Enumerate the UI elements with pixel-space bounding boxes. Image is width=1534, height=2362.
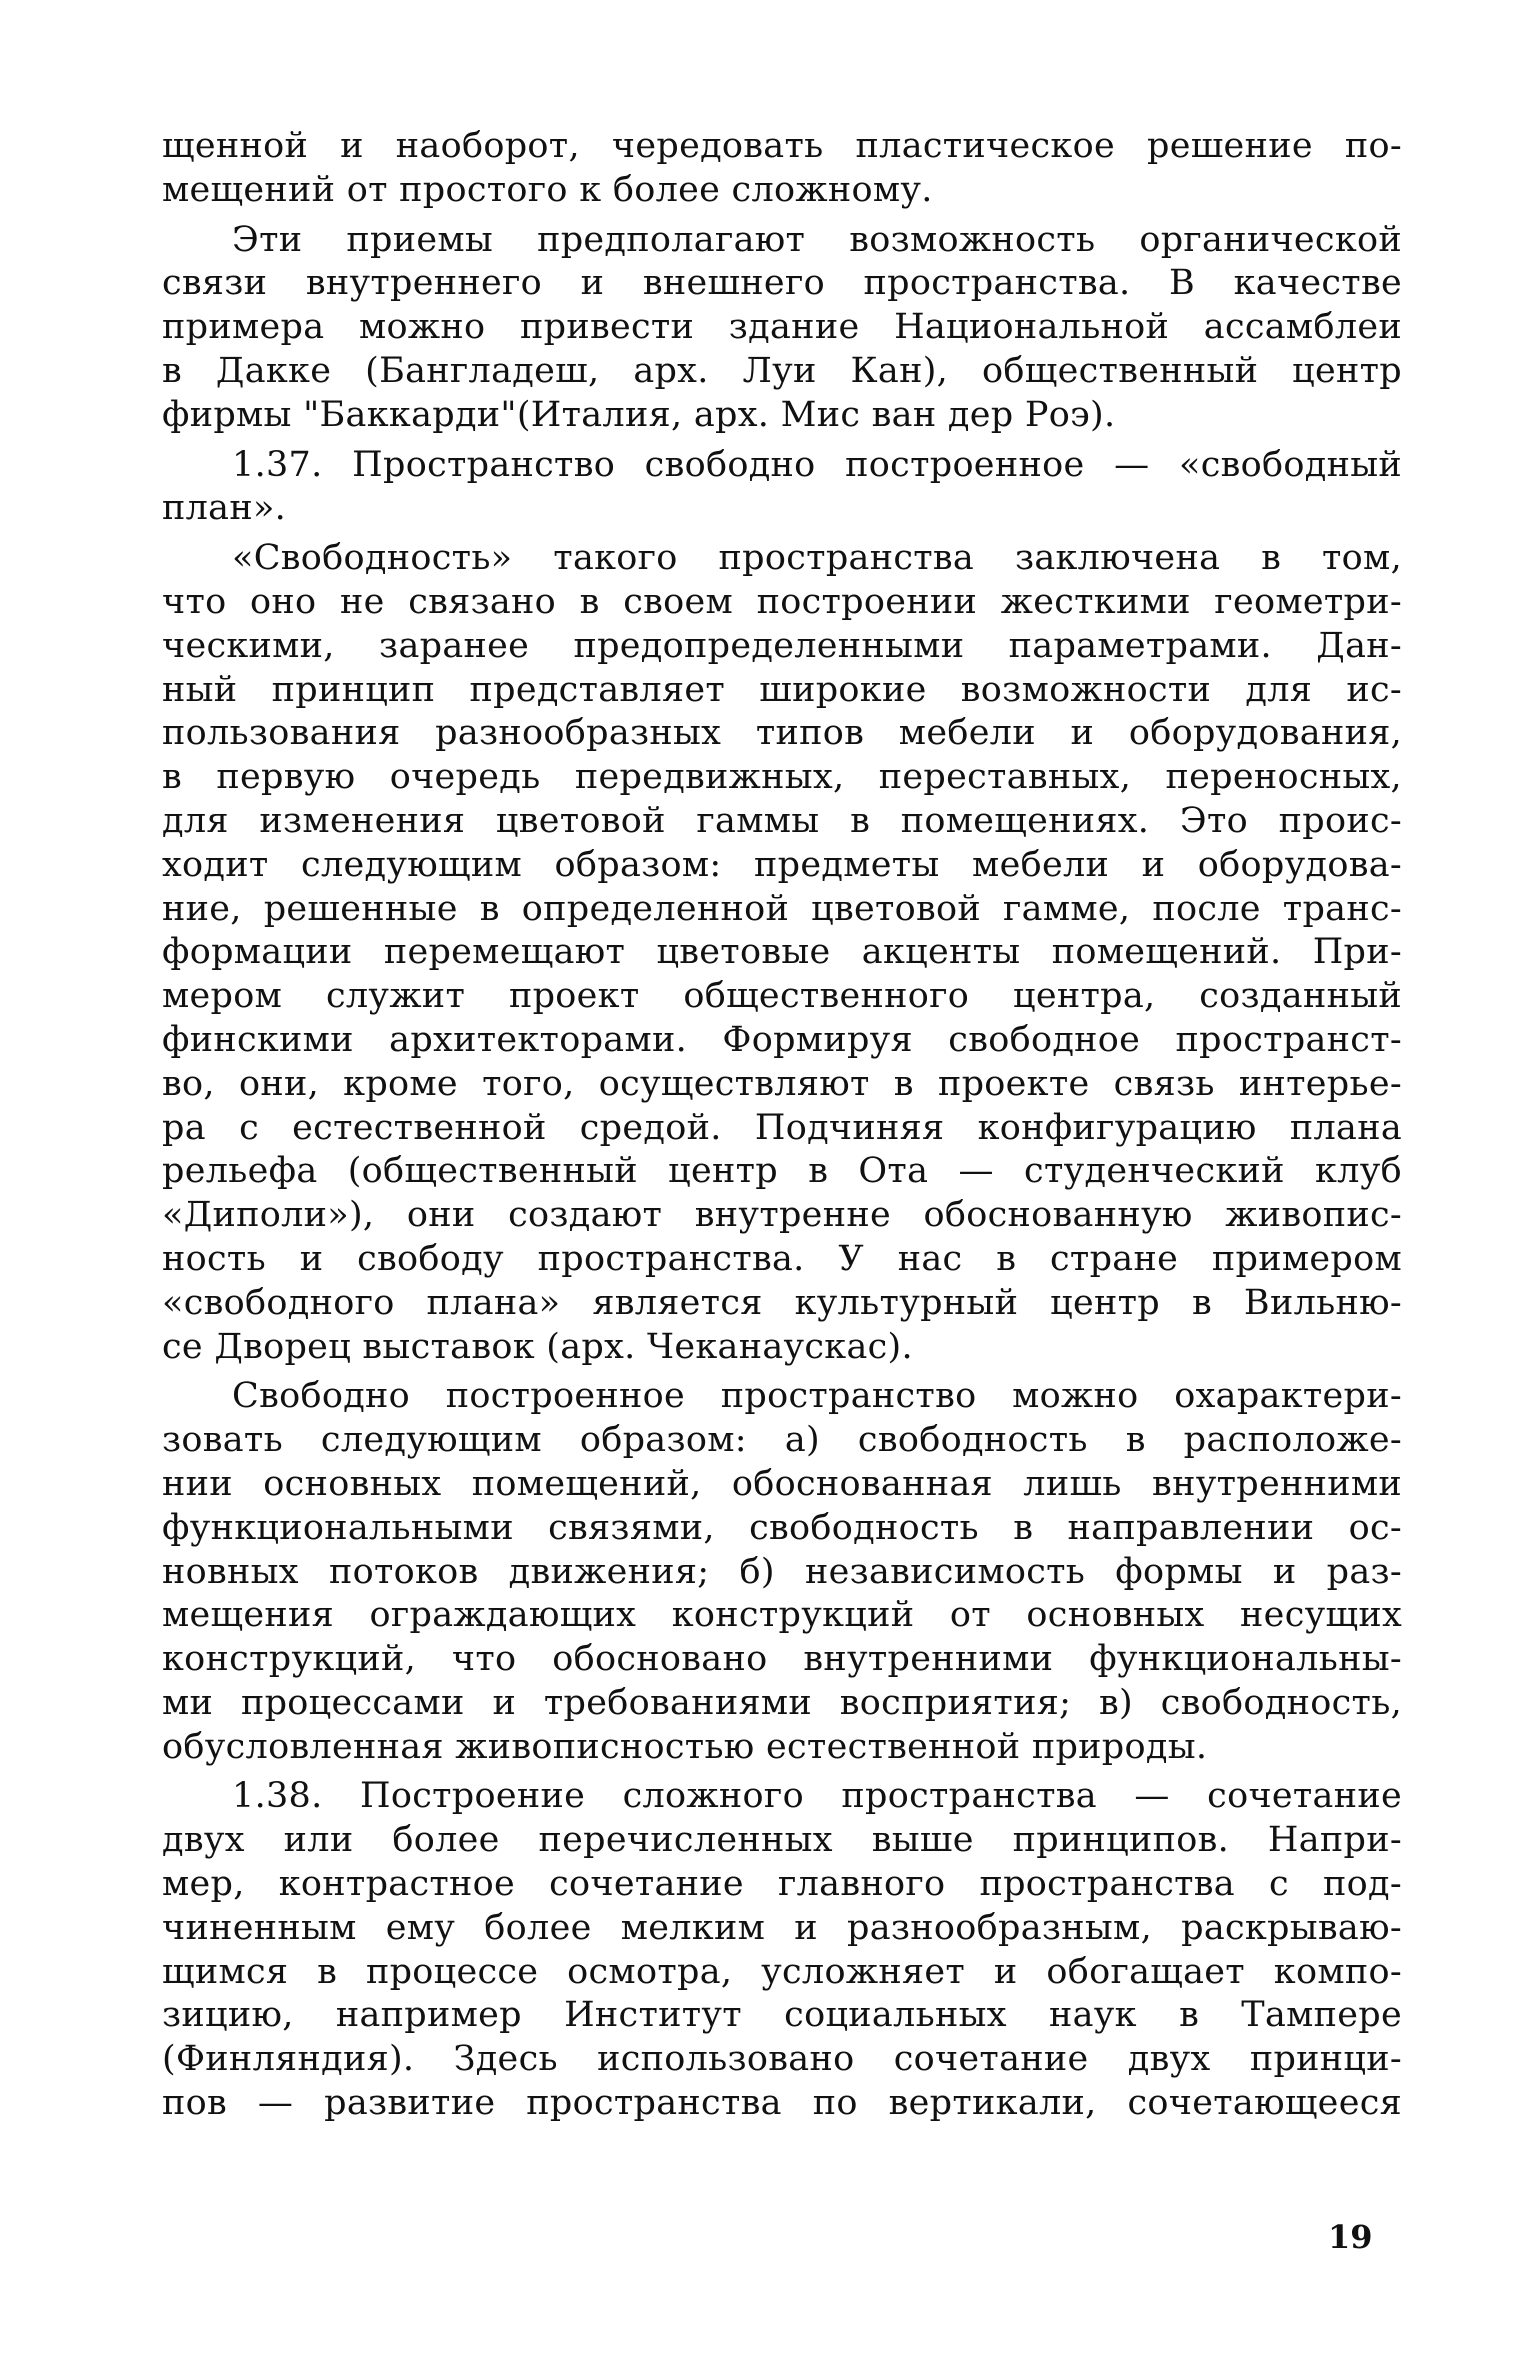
text-line: щенной и наоборот, чередовать пластическое решение по- — [162, 126, 1402, 166]
paragraph — [162, 1775, 1402, 2125]
text-line: мером служит проект общественного центра, созданный — [162, 976, 1402, 1017]
text-line: во, они, кроме того, осуществляют в проекте связь интерье- — [162, 1063, 1402, 1104]
text-line: зовать следующим образом: а) свободность в расположе- — [162, 1420, 1402, 1461]
paragraph — [162, 444, 1402, 532]
text-line: ный принцип представляет широкие возможности для ис- — [162, 669, 1402, 710]
text-line: что оно не связано в своем построении жесткими геометри- — [162, 581, 1402, 622]
text-line: чиненным ему более мелким и разнообразным, раскрываю- — [162, 1907, 1402, 1948]
text-line: рельефа (общественный центр в Ота — студенческий клуб — [162, 1151, 1402, 1192]
paragraph — [162, 219, 1402, 438]
paragraph — [162, 537, 1402, 1369]
text-line: «свободного плана» является культурный центр в Вильню- — [162, 1282, 1402, 1323]
text-line: (Финляндия). Здесь использовано сочетание двух принци- — [162, 2039, 1402, 2080]
text-line: «Свободность» такого пространства заключена в том, — [232, 538, 1402, 579]
text-line: ческими, заранее предопределенными параметрами. Дан- — [162, 625, 1402, 666]
text-line: зицию, например Институт социальных наук в Тампере — [162, 1995, 1402, 2036]
text-line: нии основных помещений, обоснованная лишь внутренними — [162, 1463, 1402, 1504]
text-line: конструкций, что обосновано внутренними функциональны- — [162, 1639, 1402, 1680]
text-line: пользования разнообразных типов мебели и оборудования, — [162, 713, 1402, 754]
text-line: ние, решенные в определенной цветовой гамме, после транс- — [162, 888, 1402, 929]
text-line: в первую очередь передвижных, переставных, переносных, — [162, 757, 1402, 798]
text-line: план». — [162, 488, 287, 529]
text-line: пов — развитие пространства по вертикали, сочетающееся — [162, 2083, 1402, 2124]
text-line: фирмы "Баккарди"(Италия, арх. Мис ван дер Роэ). — [162, 394, 1116, 435]
text-line: Свободно построенное пространство можно охарактери- — [232, 1376, 1402, 1417]
text-line: 1.38. Построение сложного пространства — сочетание — [232, 1776, 1402, 1817]
text-line: се Дворец выставок (арх. Чеканаускас). — [162, 1326, 913, 1367]
text-line: ность и свободу пространства. У нас в стране примером — [162, 1238, 1402, 1279]
text-line: мещения ограждающих конструкций от основных несущих — [162, 1595, 1402, 1636]
text-line: функциональными связями, свободность в направлении ос- — [162, 1507, 1402, 1548]
paragraph — [162, 1375, 1402, 1769]
text-line: новных потоков движения; б) независимость формы и раз- — [162, 1551, 1402, 1592]
text-line: Эти приемы предполагают возможность органической — [232, 219, 1402, 260]
text-line: «Диполи»), они создают внутренне обоснованную живопис- — [162, 1195, 1402, 1236]
text-line: ми процессами и требованиями восприятия; в) свободность, — [162, 1682, 1402, 1723]
text-line: 1.37. Пространство свободно построенное — «свободный — [232, 444, 1402, 485]
text-line: в Дакке (Бангладеш, арх. Луи Кан), общественный центр — [162, 350, 1402, 391]
text-line: обусловленная живописностью естественной природы. — [162, 1726, 1208, 1767]
text-line: мещений от простого к более сложному. — [162, 169, 933, 210]
text-line: примера можно привести здание Национальной ассамблеи — [162, 307, 1402, 348]
text-line: связи внутреннего и внешнего пространства. В качестве — [162, 263, 1402, 304]
page-number: 19 — [1328, 2218, 1373, 2256]
paragraph — [162, 125, 1402, 213]
text-line: для изменения цветовой гаммы в помещениях. Это проис- — [162, 800, 1402, 841]
text-line: щимся в процессе осмотра, усложняет и обогащает компо- — [162, 1951, 1402, 1992]
text-line: мер, контрастное сочетание главного пространства с под- — [162, 1864, 1402, 1905]
text-line: двух или более перечисленных выше принципов. Напри- — [162, 1820, 1402, 1861]
text-line: финскими архитекторами. Формируя свободное пространст- — [162, 1019, 1402, 1060]
page-body — [162, 125, 1402, 2126]
text-line: ра с естественной средой. Подчиняя конфигурацию плана — [162, 1107, 1402, 1148]
text-line: ходит следующим образом: предметы мебели и оборудова- — [162, 844, 1402, 885]
text-line: формации перемещают цветовые акценты помещений. При- — [162, 932, 1402, 973]
